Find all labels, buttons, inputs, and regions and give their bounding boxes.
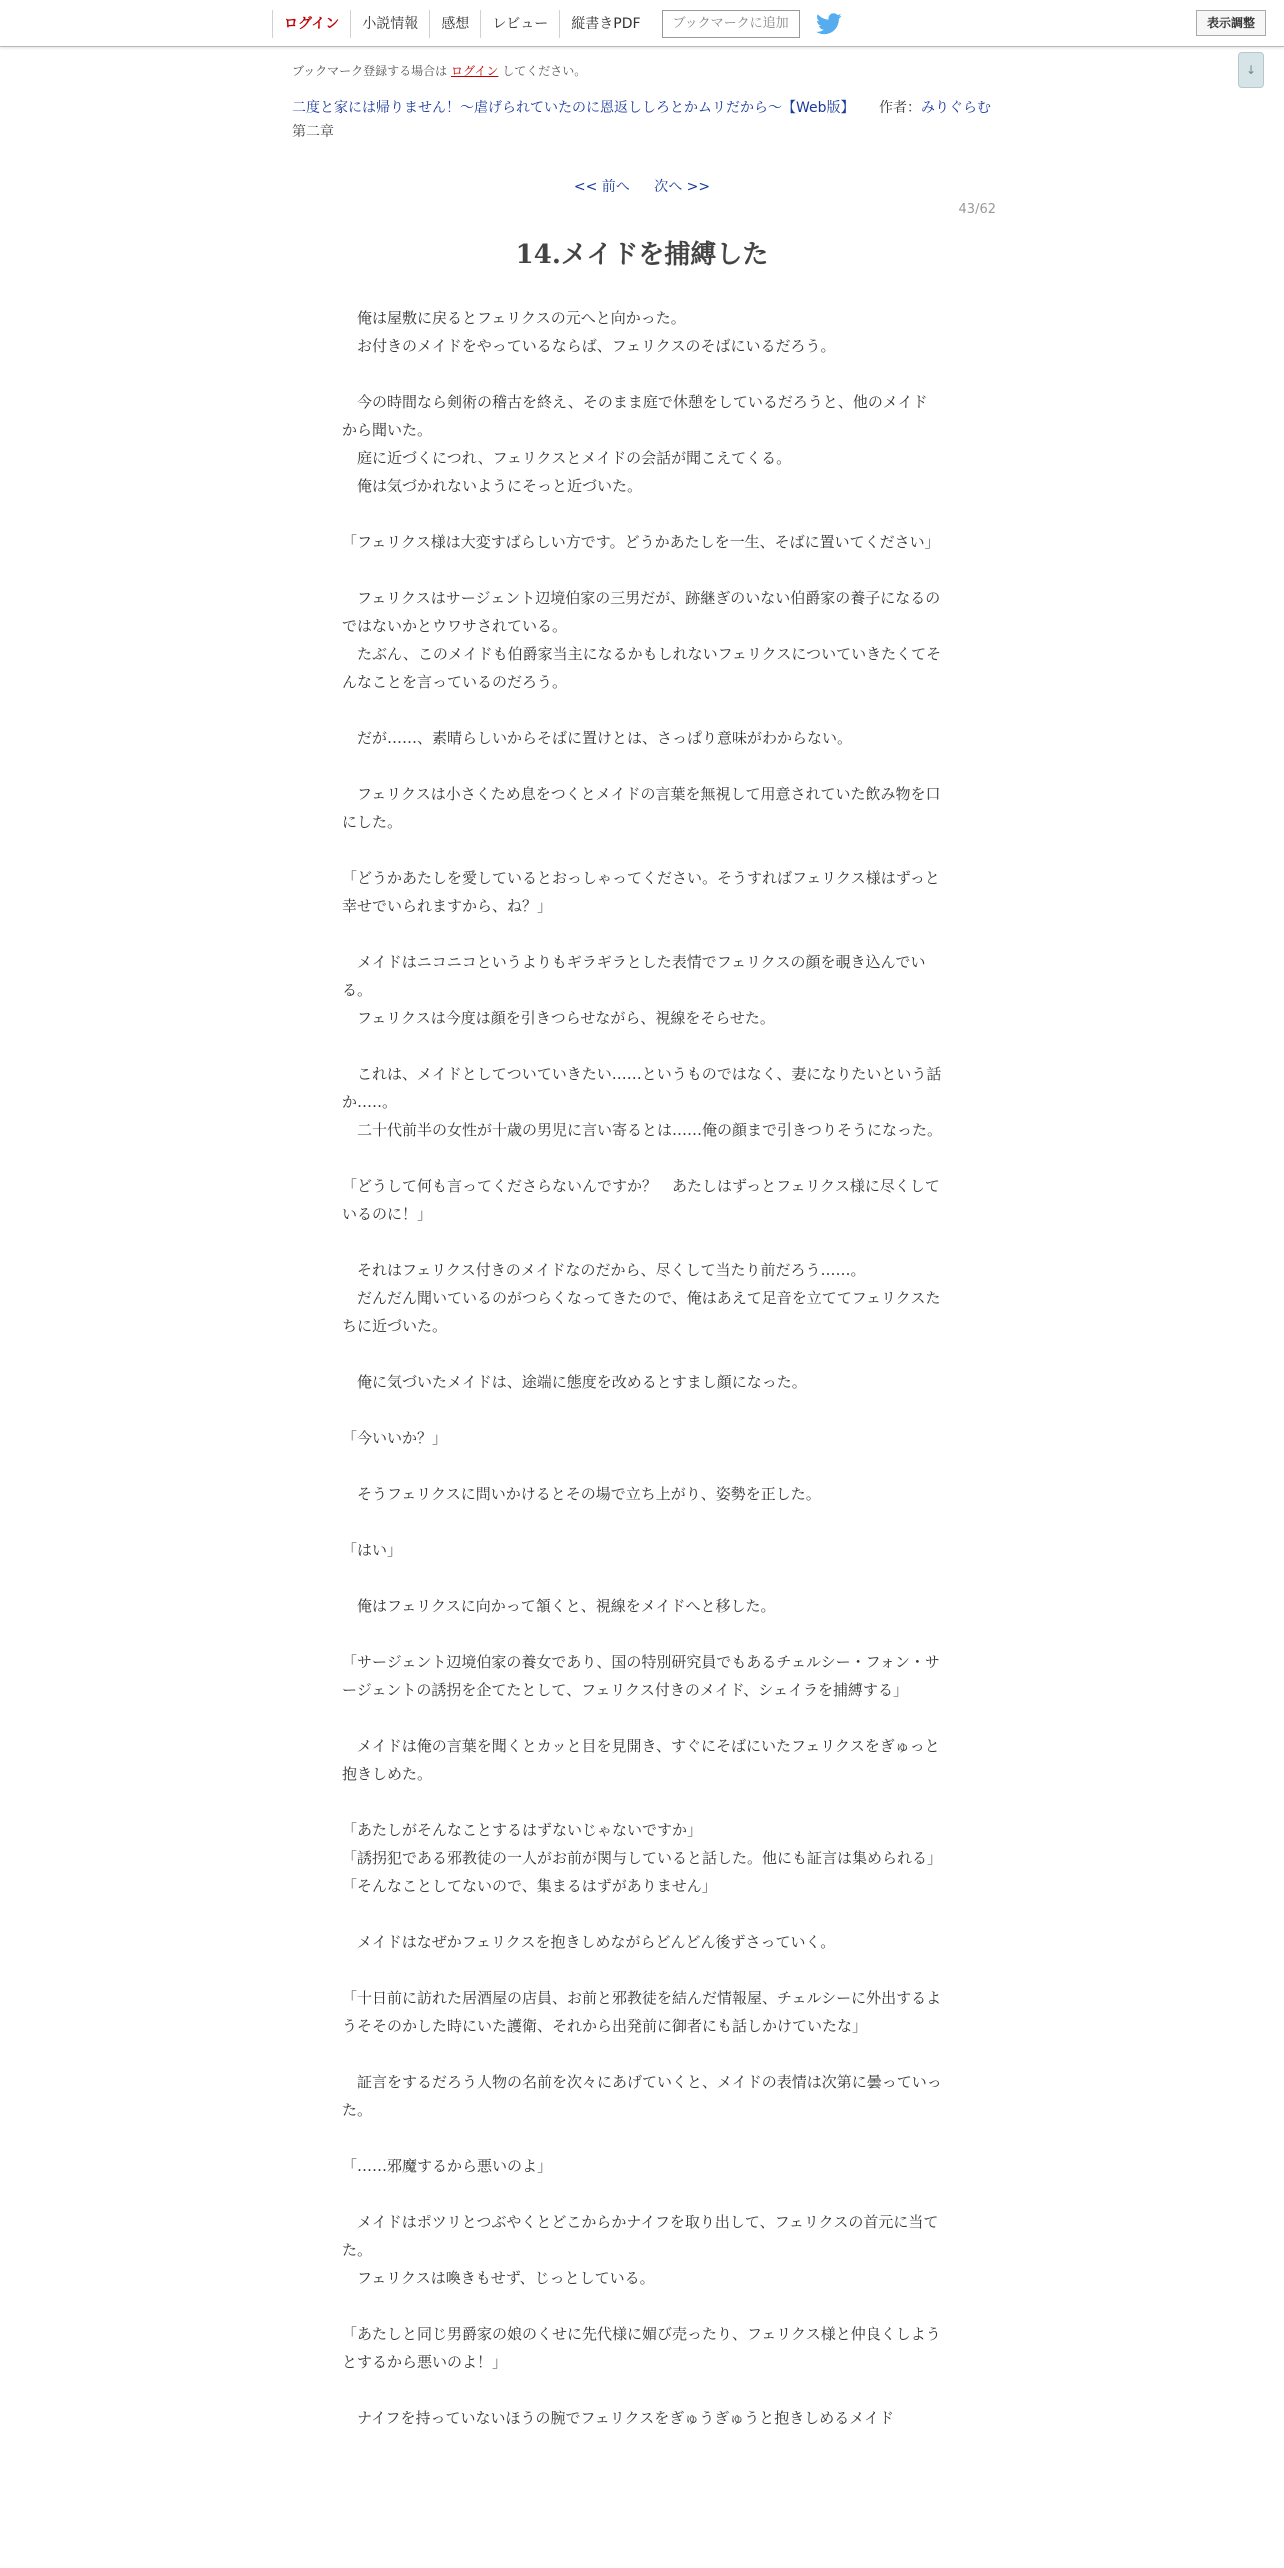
body-paragraph: 「誘拐犯である邪教徒の一人がお前が関与していると話した。他にも証言は集められる」 <box>342 1849 943 1867</box>
body-paragraph: たぶん、このメイドも伯爵家当主になるかもしれないフェリクスについていきたくてそんなことを言っているのだろう。 <box>342 645 942 691</box>
body-paragraph: それはフェリクス付きのメイドなのだから、尽くして当たり前だろう……。 <box>342 1261 866 1279</box>
nav-vertical-pdf-link[interactable]: 縦書きPDF <box>559 10 651 38</box>
body-paragraph: 「どうかあたしを愛しているとおっしゃってください。そうすればフェリクス様はずっと幸せでいられますから、ね？」 <box>342 869 940 915</box>
episode-pager <box>0 176 1284 196</box>
body-blank-line <box>342 1704 942 1732</box>
body-blank-line <box>342 2292 942 2320</box>
body-paragraph: 証言をするだろう人物の名前を次々にあげていくと、メイドの表情は次第に曇っていった。 <box>342 2073 942 2119</box>
prev-episode-link[interactable]: << 前へ <box>573 179 630 195</box>
episode-count: 43/62 <box>958 202 996 217</box>
body-blank-line <box>342 500 942 528</box>
nav-novel-info-link[interactable]: 小説情報 <box>350 10 429 38</box>
body-blank-line <box>342 1508 942 1536</box>
notice-suffix: してください。 <box>502 64 587 78</box>
author-link[interactable]: みりぐらむ <box>920 100 991 116</box>
body-paragraph: フェリクスはサージェント辺境伯家の三男だが、跡継ぎのいない伯爵家の養子になるのではないかとウワサされている。 <box>342 589 941 635</box>
body-blank-line <box>342 1396 942 1424</box>
body-paragraph: フェリクスは今度は顔を引きつらせながら、視線をそらせた。 <box>342 1009 775 1027</box>
body-paragraph: だが……、素晴らしいからそばに置けとは、さっぱり意味がわからない。 <box>342 729 853 747</box>
nav-menu <box>272 9 842 39</box>
body-paragraph: 「どうして何も言ってくださらないんですか？ あたしはずっとフェリクス様に尽くしているのに！」 <box>342 1177 940 1223</box>
body-blank-line <box>342 1620 942 1648</box>
add-bookmark-button[interactable]: ブックマークに追加 <box>662 10 800 38</box>
body-blank-line <box>342 1564 942 1592</box>
nav-impressions-link[interactable]: 感想 <box>429 10 480 38</box>
top-navigation-bar <box>0 0 1284 47</box>
body-paragraph: そうフェリクスに問いかけるとその場で立ち上がり、姿勢を正した。 <box>342 1485 821 1503</box>
bookmark-login-notice <box>292 62 586 79</box>
body-paragraph: 「サージェント辺境伯家の養女であり、国の特別研究員でもあるチェルシー・フォン・サージェントの誘拐を企てたとして、フェリクス付きのメイド、シェイラを捕縛する」 <box>342 1653 940 1699</box>
twitter-icon[interactable] <box>816 13 842 35</box>
body-blank-line <box>342 2124 942 2152</box>
notice-prefix: ブックマーク登録する場合は <box>292 64 448 78</box>
body-paragraph: 俺はフェリクスに向かって頷くと、視線をメイドへと移した。 <box>342 1597 776 1615</box>
body-blank-line <box>342 1144 942 1172</box>
body-paragraph: ナイフを持っていないほうの腕でフェリクスをぎゅうぎゅうと抱きしめるメイド <box>342 2409 895 2427</box>
body-paragraph: 「十日前に訪れた居酒屋の店員、お前と邪教徒を結んだ情報屋、チェルシーに外出するようそそのかした時にいた護衛、それから出発前に御者にも話しかけていたな」 <box>342 1989 942 2035</box>
body-paragraph: メイドはポツリとつぶやくとどこからかナイフを取り出して、フェリクスの首元に当てた。 <box>342 2213 939 2259</box>
body-paragraph: 俺は屋敷に戻るとフェリクスの元へと向かった。 <box>342 309 686 327</box>
body-blank-line <box>342 2180 942 2208</box>
body-blank-line <box>342 836 942 864</box>
chapter-title: 第二章 <box>292 124 334 140</box>
nav-login-link[interactable]: ログイン <box>272 10 350 38</box>
series-title-link[interactable]: 二度と家には帰りません！～虐げられていたのに恩返ししろとかムリだから～【Web版】 <box>292 100 855 116</box>
body-blank-line <box>342 556 942 584</box>
body-paragraph: メイドはなぜかフェリクスを抱きしめながらどんどん後ずさっていく。 <box>342 1933 836 1951</box>
body-blank-line <box>342 752 942 780</box>
body-blank-line <box>342 1340 942 1368</box>
body-blank-line <box>342 2376 942 2404</box>
nav-review-link[interactable]: レビュー <box>480 10 559 38</box>
body-blank-line <box>342 1228 942 1256</box>
notice-login-link[interactable]: ログイン <box>451 64 499 78</box>
body-paragraph: 「あたしと同じ男爵家の娘のくせに先代様に媚び売ったり、フェリクス様と仲良くしようとするから悪いのよ！」 <box>342 2325 941 2371</box>
body-paragraph: これは、メイドとしてついていきたい……というものではなく、妻になりたいという話か…‥。 <box>342 1065 942 1111</box>
next-episode-link[interactable]: 次へ >> <box>654 179 711 195</box>
series-info <box>292 97 991 117</box>
body-paragraph: 二十代前半の女性が十歳の男児に言い寄るとは……俺の顔まで引きつりそうになった。 <box>342 1121 943 1139</box>
body-paragraph: お付きのメイドをやっているならば、フェリクスのそばにいるだろう。 <box>342 337 836 355</box>
body-blank-line <box>342 696 942 724</box>
body-paragraph: 今の時間なら剣術の稽古を終え、そのまま庭で休憩をしているだろうと、他のメイドから聞いた。 <box>342 393 928 439</box>
scroll-down-icon[interactable]: ↓ <box>1238 52 1264 88</box>
body-blank-line <box>342 360 942 388</box>
body-paragraph: 庭に近づくにつれ、フェリクスとメイドの会話が聞こえてくる。 <box>342 449 792 467</box>
body-blank-line <box>342 920 942 948</box>
body-paragraph: 俺は気づかれないようにそっと近づいた。 <box>342 477 643 495</box>
body-paragraph: フェリクスは小さくため息をつくとメイドの言葉を無視して用意されていた飲み物を口にした。 <box>342 785 941 831</box>
body-blank-line <box>342 1788 942 1816</box>
body-blank-line <box>342 1032 942 1060</box>
episode-title: 14.メイドを捕縛した <box>515 240 769 270</box>
body-paragraph: 俺に気づいたメイドは、途端に態度を改めるとすまし顔になった。 <box>342 1373 807 1391</box>
body-paragraph: 「今いいか？」 <box>342 1429 448 1447</box>
body-paragraph: メイドは俺の言葉を聞くとカッと目を見開き、すぐにそばにいたフェリクスをぎゅっと抱きしめた。 <box>342 1737 940 1783</box>
author-label: 作者： <box>878 100 921 116</box>
episode-body <box>342 304 942 2432</box>
body-paragraph: 「……邪魔するから悪いのよ」 <box>342 2157 553 2175</box>
body-paragraph: 「そんなことしてないので、集まるはずがありません」 <box>342 1877 717 1895</box>
body-paragraph: 「フェリクス様は大変すばらしい方です。どうかあたしを一生、そばに置いてください」 <box>342 533 940 551</box>
body-blank-line <box>342 1452 942 1480</box>
body-paragraph: フェリクスは喚きもせず、じっとしている。 <box>342 2269 655 2287</box>
body-paragraph: だんだん聞いているのがつらくなってきたので、俺はあえて足音を立ててフェリクスたちに近づいた。 <box>342 1289 941 1335</box>
body-paragraph: 「あたしがそんなことするはずないじゃないですか」 <box>342 1821 703 1839</box>
body-paragraph: メイドはニコニコというよりもギラギラとした表情でフェリクスの顔を覗き込んでいる。 <box>342 953 926 999</box>
body-blank-line <box>342 1900 942 1928</box>
body-blank-line <box>342 1956 942 1984</box>
display-settings-button[interactable]: 表示調整 <box>1196 10 1266 36</box>
body-blank-line <box>342 2040 942 2068</box>
body-paragraph: 「はい」 <box>342 1541 403 1559</box>
